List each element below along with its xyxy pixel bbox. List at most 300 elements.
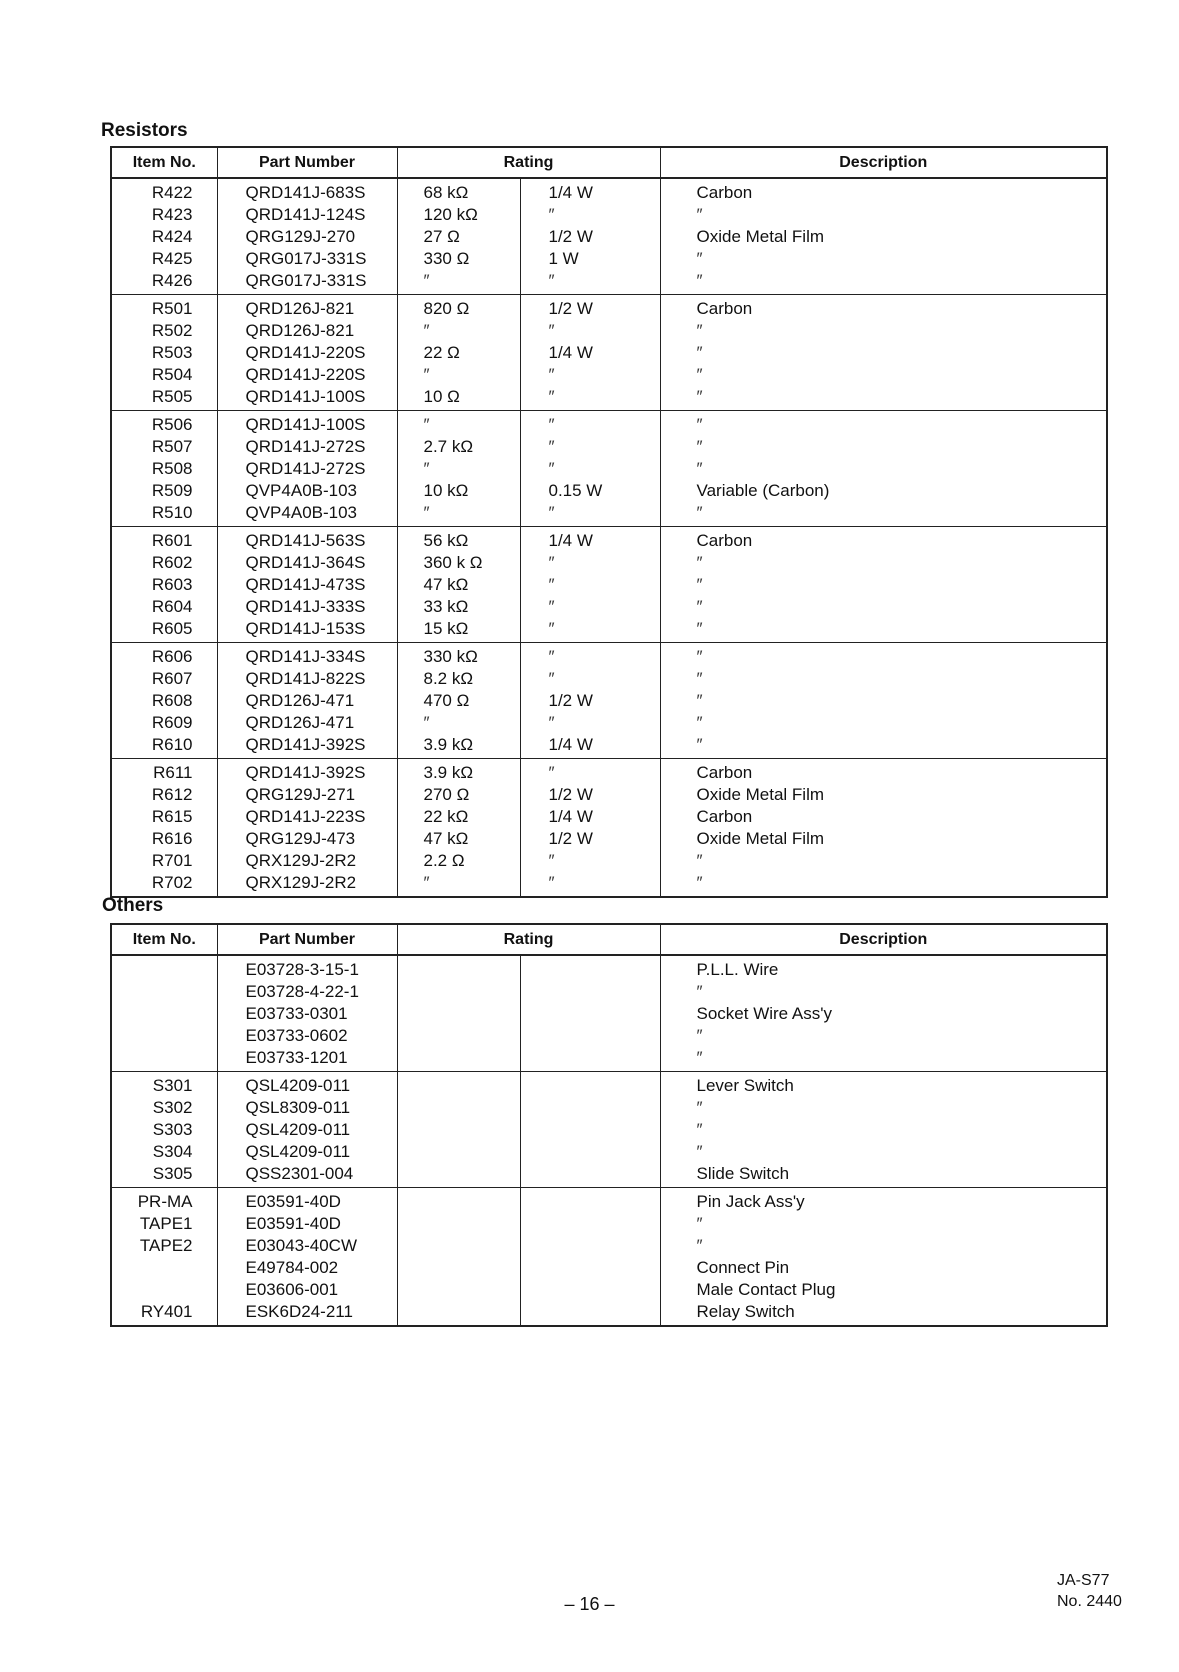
- others-header-row: [111, 924, 1107, 955]
- part-number-cell: QRX129J-2R2: [217, 850, 397, 872]
- table-row: [111, 1301, 1107, 1326]
- item-no-cell: R616: [111, 828, 217, 850]
- part-number-cell: QRG129J-270: [217, 226, 397, 248]
- item-no-cell: PR-MA: [111, 1188, 217, 1214]
- item-no-cell: S304: [111, 1141, 217, 1163]
- document-number: No. 2440: [1057, 1593, 1122, 1610]
- rating-value-cell: ″: [397, 502, 520, 527]
- part-number-cell: QSL4209-011: [217, 1119, 397, 1141]
- rating-power-cell: [520, 1097, 660, 1119]
- page-number: – 16 –: [564, 1594, 615, 1614]
- rating-power-cell: ″: [520, 436, 660, 458]
- table-row: [111, 828, 1107, 850]
- table-row: [111, 1163, 1107, 1188]
- rating-value-cell: ″: [397, 270, 520, 295]
- header-description: Description: [660, 924, 1107, 955]
- description-cell: ″: [660, 458, 1107, 480]
- part-number-cell: E03606-001: [217, 1279, 397, 1301]
- rating-power-cell: ″: [520, 364, 660, 386]
- others-group: [111, 955, 1107, 1072]
- table-row: [111, 248, 1107, 270]
- rating-power-cell: ″: [520, 574, 660, 596]
- item-no-cell: R609: [111, 712, 217, 734]
- rating-value-cell: ″: [397, 712, 520, 734]
- item-no-cell: R612: [111, 784, 217, 806]
- rating-value-cell: 15 kΩ: [397, 618, 520, 643]
- part-number-cell: E03043-40CW: [217, 1235, 397, 1257]
- item-no-cell: R506: [111, 411, 217, 437]
- description-cell: ″: [660, 872, 1107, 897]
- item-no-cell: R611: [111, 759, 217, 785]
- table-row: [111, 690, 1107, 712]
- item-no-cell: R423: [111, 204, 217, 226]
- part-number-cell: E03591-40D: [217, 1188, 397, 1214]
- table-row: [111, 712, 1107, 734]
- description-cell: ″: [660, 574, 1107, 596]
- description-cell: ″: [660, 850, 1107, 872]
- part-number-cell: QRD141J-334S: [217, 643, 397, 669]
- item-no-cell: TAPE1: [111, 1213, 217, 1235]
- table-row: [111, 618, 1107, 643]
- description-cell: Slide Switch: [660, 1163, 1107, 1188]
- part-number-cell: E03591-40D: [217, 1213, 397, 1235]
- rating-value-cell: [397, 1235, 520, 1257]
- rating-power-cell: 1/4 W: [520, 527, 660, 553]
- table-row: [111, 1025, 1107, 1047]
- rating-power-cell: ″: [520, 643, 660, 669]
- item-no-cell: R424: [111, 226, 217, 248]
- item-no-cell: TAPE2: [111, 1235, 217, 1257]
- description-cell: ″: [660, 436, 1107, 458]
- table-row: [111, 955, 1107, 981]
- rating-power-cell: 1/4 W: [520, 178, 660, 204]
- description-cell: Variable (Carbon): [660, 480, 1107, 502]
- rating-power-cell: 1/4 W: [520, 342, 660, 364]
- resistors-group: [111, 759, 1107, 898]
- rating-value-cell: 470 Ω: [397, 690, 520, 712]
- description-cell: ″: [660, 618, 1107, 643]
- rating-value-cell: ″: [397, 458, 520, 480]
- part-number-cell: QRD141J-153S: [217, 618, 397, 643]
- item-no-cell: R505: [111, 386, 217, 411]
- item-no-cell: S305: [111, 1163, 217, 1188]
- header-item-no: Item No.: [111, 147, 217, 178]
- description-cell: Lever Switch: [660, 1072, 1107, 1098]
- table-row: [111, 1141, 1107, 1163]
- part-number-cell: E03728-4-22-1: [217, 981, 397, 1003]
- part-number-cell: QRD141J-124S: [217, 204, 397, 226]
- resistors-group: [111, 527, 1107, 643]
- part-number-cell: QRD141J-100S: [217, 411, 397, 437]
- rating-power-cell: ″: [520, 668, 660, 690]
- part-number-cell: QRD141J-223S: [217, 806, 397, 828]
- part-number-cell: QSS2301-004: [217, 1163, 397, 1188]
- rating-value-cell: 2.2 Ω: [397, 850, 520, 872]
- rating-power-cell: [520, 955, 660, 981]
- rating-value-cell: [397, 1003, 520, 1025]
- item-no-cell: R602: [111, 552, 217, 574]
- rating-power-cell: ″: [520, 872, 660, 897]
- rating-power-cell: ″: [520, 270, 660, 295]
- item-no-cell: R607: [111, 668, 217, 690]
- rating-power-cell: 1 W: [520, 248, 660, 270]
- rating-power-cell: ″: [520, 712, 660, 734]
- table-row: [111, 364, 1107, 386]
- description-cell: ″: [660, 1097, 1107, 1119]
- part-number-cell: E49784-002: [217, 1257, 397, 1279]
- description-cell: ″: [660, 502, 1107, 527]
- part-number-cell: QRD141J-220S: [217, 364, 397, 386]
- description-cell: Carbon: [660, 759, 1107, 785]
- table-row: [111, 270, 1107, 295]
- rating-power-cell: ″: [520, 204, 660, 226]
- table-row: [111, 806, 1107, 828]
- header-part-number: Part Number: [217, 924, 397, 955]
- rating-power-cell: [520, 1072, 660, 1098]
- resistors-group: [111, 643, 1107, 759]
- table-row: [111, 759, 1107, 785]
- item-no-cell: R504: [111, 364, 217, 386]
- part-number-cell: QRG017J-331S: [217, 270, 397, 295]
- rating-power-cell: [520, 1163, 660, 1188]
- description-cell: ″: [660, 411, 1107, 437]
- rating-value-cell: 47 kΩ: [397, 574, 520, 596]
- rating-power-cell: [520, 1257, 660, 1279]
- rating-value-cell: [397, 1141, 520, 1163]
- rating-value-cell: [397, 1047, 520, 1072]
- resistors-title: Resistors: [101, 120, 188, 141]
- part-number-cell: QRD141J-392S: [217, 759, 397, 785]
- table-row: [111, 295, 1107, 321]
- rating-power-cell: 1/2 W: [520, 784, 660, 806]
- rating-value-cell: [397, 1279, 520, 1301]
- description-cell: ″: [660, 364, 1107, 386]
- rating-value-cell: [397, 955, 520, 981]
- rating-power-cell: ″: [520, 320, 660, 342]
- rating-power-cell: [520, 1119, 660, 1141]
- description-cell: ″: [660, 270, 1107, 295]
- resistors-table: [110, 146, 1108, 898]
- item-no-cell: [111, 1257, 217, 1279]
- rating-value-cell: [397, 981, 520, 1003]
- table-row: [111, 784, 1107, 806]
- part-number-cell: E03733-0301: [217, 1003, 397, 1025]
- item-no-cell: R426: [111, 270, 217, 295]
- table-row: [111, 872, 1107, 897]
- description-cell: ″: [660, 1047, 1107, 1072]
- table-row: [111, 850, 1107, 872]
- model-number: JA-S77: [1057, 1572, 1110, 1589]
- rating-value-cell: [397, 1301, 520, 1326]
- item-no-cell: R606: [111, 643, 217, 669]
- item-no-cell: S303: [111, 1119, 217, 1141]
- rating-power-cell: 1/2 W: [520, 828, 660, 850]
- part-number-cell: QVP4A0B-103: [217, 480, 397, 502]
- rating-value-cell: 2.7 kΩ: [397, 436, 520, 458]
- table-row: [111, 1003, 1107, 1025]
- rating-power-cell: [520, 1235, 660, 1257]
- item-no-cell: R510: [111, 502, 217, 527]
- rating-value-cell: ″: [397, 411, 520, 437]
- item-no-cell: R508: [111, 458, 217, 480]
- part-number-cell: QRD126J-471: [217, 712, 397, 734]
- part-number-cell: QRG129J-271: [217, 784, 397, 806]
- table-row: [111, 1097, 1107, 1119]
- rating-value-cell: 3.9 kΩ: [397, 734, 520, 759]
- description-cell: Carbon: [660, 806, 1107, 828]
- others-group: [111, 1072, 1107, 1188]
- table-row: [111, 596, 1107, 618]
- resistors-group: [111, 178, 1107, 295]
- item-no-cell: R702: [111, 872, 217, 897]
- description-cell: ″: [660, 596, 1107, 618]
- description-cell: ″: [660, 204, 1107, 226]
- item-no-cell: R615: [111, 806, 217, 828]
- item-no-cell: [111, 1047, 217, 1072]
- rating-value-cell: 68 kΩ: [397, 178, 520, 204]
- header-rating: Rating: [397, 924, 660, 955]
- table-row: [111, 204, 1107, 226]
- rating-value-cell: ″: [397, 364, 520, 386]
- rating-value-cell: 56 kΩ: [397, 527, 520, 553]
- description-cell: ″: [660, 690, 1107, 712]
- description-cell: Carbon: [660, 178, 1107, 204]
- rating-power-cell: ″: [520, 552, 660, 574]
- rating-value-cell: 270 Ω: [397, 784, 520, 806]
- table-row: [111, 480, 1107, 502]
- rating-power-cell: ″: [520, 411, 660, 437]
- header-part-number: Part Number: [217, 147, 397, 178]
- item-no-cell: R701: [111, 850, 217, 872]
- rating-power-cell: 1/4 W: [520, 806, 660, 828]
- table-row: [111, 386, 1107, 411]
- rating-value-cell: [397, 1119, 520, 1141]
- rating-value-cell: 3.9 kΩ: [397, 759, 520, 785]
- rating-value-cell: [397, 1025, 520, 1047]
- rating-power-cell: [520, 1003, 660, 1025]
- table-row: [111, 178, 1107, 204]
- item-no-cell: R605: [111, 618, 217, 643]
- rating-value-cell: 330 Ω: [397, 248, 520, 270]
- rating-power-cell: [520, 1213, 660, 1235]
- table-row: [111, 1279, 1107, 1301]
- description-cell: ″: [660, 1119, 1107, 1141]
- rating-power-cell: [520, 1188, 660, 1214]
- part-number-cell: E03728-3-15-1: [217, 955, 397, 981]
- rating-power-cell: [520, 981, 660, 1003]
- item-no-cell: R422: [111, 178, 217, 204]
- rating-value-cell: [397, 1163, 520, 1188]
- part-number-cell: QRD141J-364S: [217, 552, 397, 574]
- item-no-cell: R610: [111, 734, 217, 759]
- rating-value-cell: [397, 1213, 520, 1235]
- rating-value-cell: 8.2 kΩ: [397, 668, 520, 690]
- rating-power-cell: ″: [520, 618, 660, 643]
- rating-power-cell: ″: [520, 458, 660, 480]
- part-number-cell: QRD126J-821: [217, 320, 397, 342]
- table-row: [111, 668, 1107, 690]
- part-number-cell: QRG017J-331S: [217, 248, 397, 270]
- table-row: [111, 458, 1107, 480]
- rating-power-cell: ″: [520, 850, 660, 872]
- part-number-cell: QRD141J-683S: [217, 178, 397, 204]
- rating-value-cell: 120 kΩ: [397, 204, 520, 226]
- rating-power-cell: ″: [520, 386, 660, 411]
- rating-value-cell: [397, 1188, 520, 1214]
- part-number-cell: QRD141J-272S: [217, 458, 397, 480]
- table-row: [111, 226, 1107, 248]
- rating-value-cell: ″: [397, 872, 520, 897]
- table-row: [111, 436, 1107, 458]
- item-no-cell: R425: [111, 248, 217, 270]
- rating-power-cell: 1/2 W: [520, 226, 660, 248]
- resistors-header-row: [111, 147, 1107, 178]
- part-number-cell: QSL4209-011: [217, 1072, 397, 1098]
- part-number-cell: QRD141J-100S: [217, 386, 397, 411]
- rating-power-cell: ″: [520, 596, 660, 618]
- item-no-cell: R509: [111, 480, 217, 502]
- description-cell: Pin Jack Ass'y: [660, 1188, 1107, 1214]
- resistors-group: [111, 295, 1107, 411]
- description-cell: Oxide Metal Film: [660, 784, 1107, 806]
- rating-power-cell: [520, 1141, 660, 1163]
- description-cell: ″: [660, 734, 1107, 759]
- table-row: [111, 1257, 1107, 1279]
- rating-value-cell: [397, 1097, 520, 1119]
- description-cell: ″: [660, 643, 1107, 669]
- table-row: [111, 342, 1107, 364]
- description-cell: Socket Wire Ass'y: [660, 1003, 1107, 1025]
- description-cell: ″: [660, 1235, 1107, 1257]
- rating-power-cell: [520, 1301, 660, 1326]
- table-row: [111, 1072, 1107, 1098]
- part-number-cell: QRD141J-333S: [217, 596, 397, 618]
- table-row: [111, 552, 1107, 574]
- rating-value-cell: 10 kΩ: [397, 480, 520, 502]
- table-row: [111, 527, 1107, 553]
- table-row: [111, 981, 1107, 1003]
- others-title: Others: [102, 895, 164, 916]
- rating-power-cell: 0.15 W: [520, 480, 660, 502]
- others-group: [111, 1188, 1107, 1327]
- item-no-cell: R608: [111, 690, 217, 712]
- description-cell: ″: [660, 320, 1107, 342]
- table-row: [111, 643, 1107, 669]
- description-cell: Carbon: [660, 527, 1107, 553]
- rating-power-cell: ″: [520, 502, 660, 527]
- table-row: [111, 734, 1107, 759]
- description-cell: ″: [660, 386, 1107, 411]
- description-cell: P.L.L. Wire: [660, 955, 1107, 981]
- part-number-cell: QRD141J-272S: [217, 436, 397, 458]
- item-no-cell: [111, 1279, 217, 1301]
- rating-value-cell: ″: [397, 320, 520, 342]
- table-row: [111, 1213, 1107, 1235]
- part-number-cell: QSL8309-011: [217, 1097, 397, 1119]
- table-row: [111, 1235, 1107, 1257]
- description-cell: ″: [660, 248, 1107, 270]
- rating-value-cell: 27 Ω: [397, 226, 520, 248]
- description-cell: ″: [660, 1025, 1107, 1047]
- item-no-cell: R603: [111, 574, 217, 596]
- part-number-cell: QRD126J-471: [217, 690, 397, 712]
- description-cell: ″: [660, 342, 1107, 364]
- part-number-cell: QSL4209-011: [217, 1141, 397, 1163]
- part-number-cell: E03733-1201: [217, 1047, 397, 1072]
- resistors-group: [111, 411, 1107, 527]
- description-cell: Male Contact Plug: [660, 1279, 1107, 1301]
- rating-power-cell: [520, 1025, 660, 1047]
- description-cell: ″: [660, 981, 1107, 1003]
- item-no-cell: R501: [111, 295, 217, 321]
- table-row: [111, 320, 1107, 342]
- item-no-cell: R502: [111, 320, 217, 342]
- description-cell: ″: [660, 712, 1107, 734]
- item-no-cell: R507: [111, 436, 217, 458]
- part-number-cell: ESK6D24-211: [217, 1301, 397, 1326]
- header-rating: Rating: [397, 147, 660, 178]
- header-item-no: Item No.: [111, 924, 217, 955]
- rating-value-cell: 22 kΩ: [397, 806, 520, 828]
- item-no-cell: [111, 955, 217, 981]
- part-number-cell: QVP4A0B-103: [217, 502, 397, 527]
- rating-power-cell: 1/2 W: [520, 690, 660, 712]
- part-number-cell: QRD141J-822S: [217, 668, 397, 690]
- part-number-cell: QRG129J-473: [217, 828, 397, 850]
- item-no-cell: [111, 1025, 217, 1047]
- rating-power-cell: ″: [520, 759, 660, 785]
- document-id: [1057, 1570, 1157, 1612]
- item-no-cell: R601: [111, 527, 217, 553]
- others-table: [110, 923, 1108, 1327]
- description-cell: ″: [660, 668, 1107, 690]
- rating-power-cell: 1/2 W: [520, 295, 660, 321]
- item-no-cell: S301: [111, 1072, 217, 1098]
- rating-value-cell: 820 Ω: [397, 295, 520, 321]
- part-number-cell: QRD126J-821: [217, 295, 397, 321]
- header-description: Description: [660, 147, 1107, 178]
- item-no-cell: [111, 981, 217, 1003]
- description-cell: Carbon: [660, 295, 1107, 321]
- description-cell: Relay Switch: [660, 1301, 1107, 1326]
- rating-power-cell: 1/4 W: [520, 734, 660, 759]
- part-number-cell: QRD141J-563S: [217, 527, 397, 553]
- item-no-cell: R604: [111, 596, 217, 618]
- part-number-cell: QRX129J-2R2: [217, 872, 397, 897]
- rating-value-cell: [397, 1257, 520, 1279]
- item-no-cell: S302: [111, 1097, 217, 1119]
- description-cell: ″: [660, 1141, 1107, 1163]
- description-cell: Connect Pin: [660, 1257, 1107, 1279]
- part-number-cell: E03733-0602: [217, 1025, 397, 1047]
- table-row: [111, 1119, 1107, 1141]
- item-no-cell: [111, 1003, 217, 1025]
- item-no-cell: RY401: [111, 1301, 217, 1326]
- table-row: [111, 574, 1107, 596]
- description-cell: Oxide Metal Film: [660, 828, 1107, 850]
- table-row: [111, 1047, 1107, 1072]
- table-row: [111, 1188, 1107, 1214]
- part-number-cell: QRD141J-392S: [217, 734, 397, 759]
- rating-value-cell: 10 Ω: [397, 386, 520, 411]
- rating-power-cell: [520, 1279, 660, 1301]
- rating-value-cell: 47 kΩ: [397, 828, 520, 850]
- description-cell: ″: [660, 1213, 1107, 1235]
- part-number-cell: QRD141J-220S: [217, 342, 397, 364]
- part-number-cell: QRD141J-473S: [217, 574, 397, 596]
- table-row: [111, 411, 1107, 437]
- rating-value-cell: 22 Ω: [397, 342, 520, 364]
